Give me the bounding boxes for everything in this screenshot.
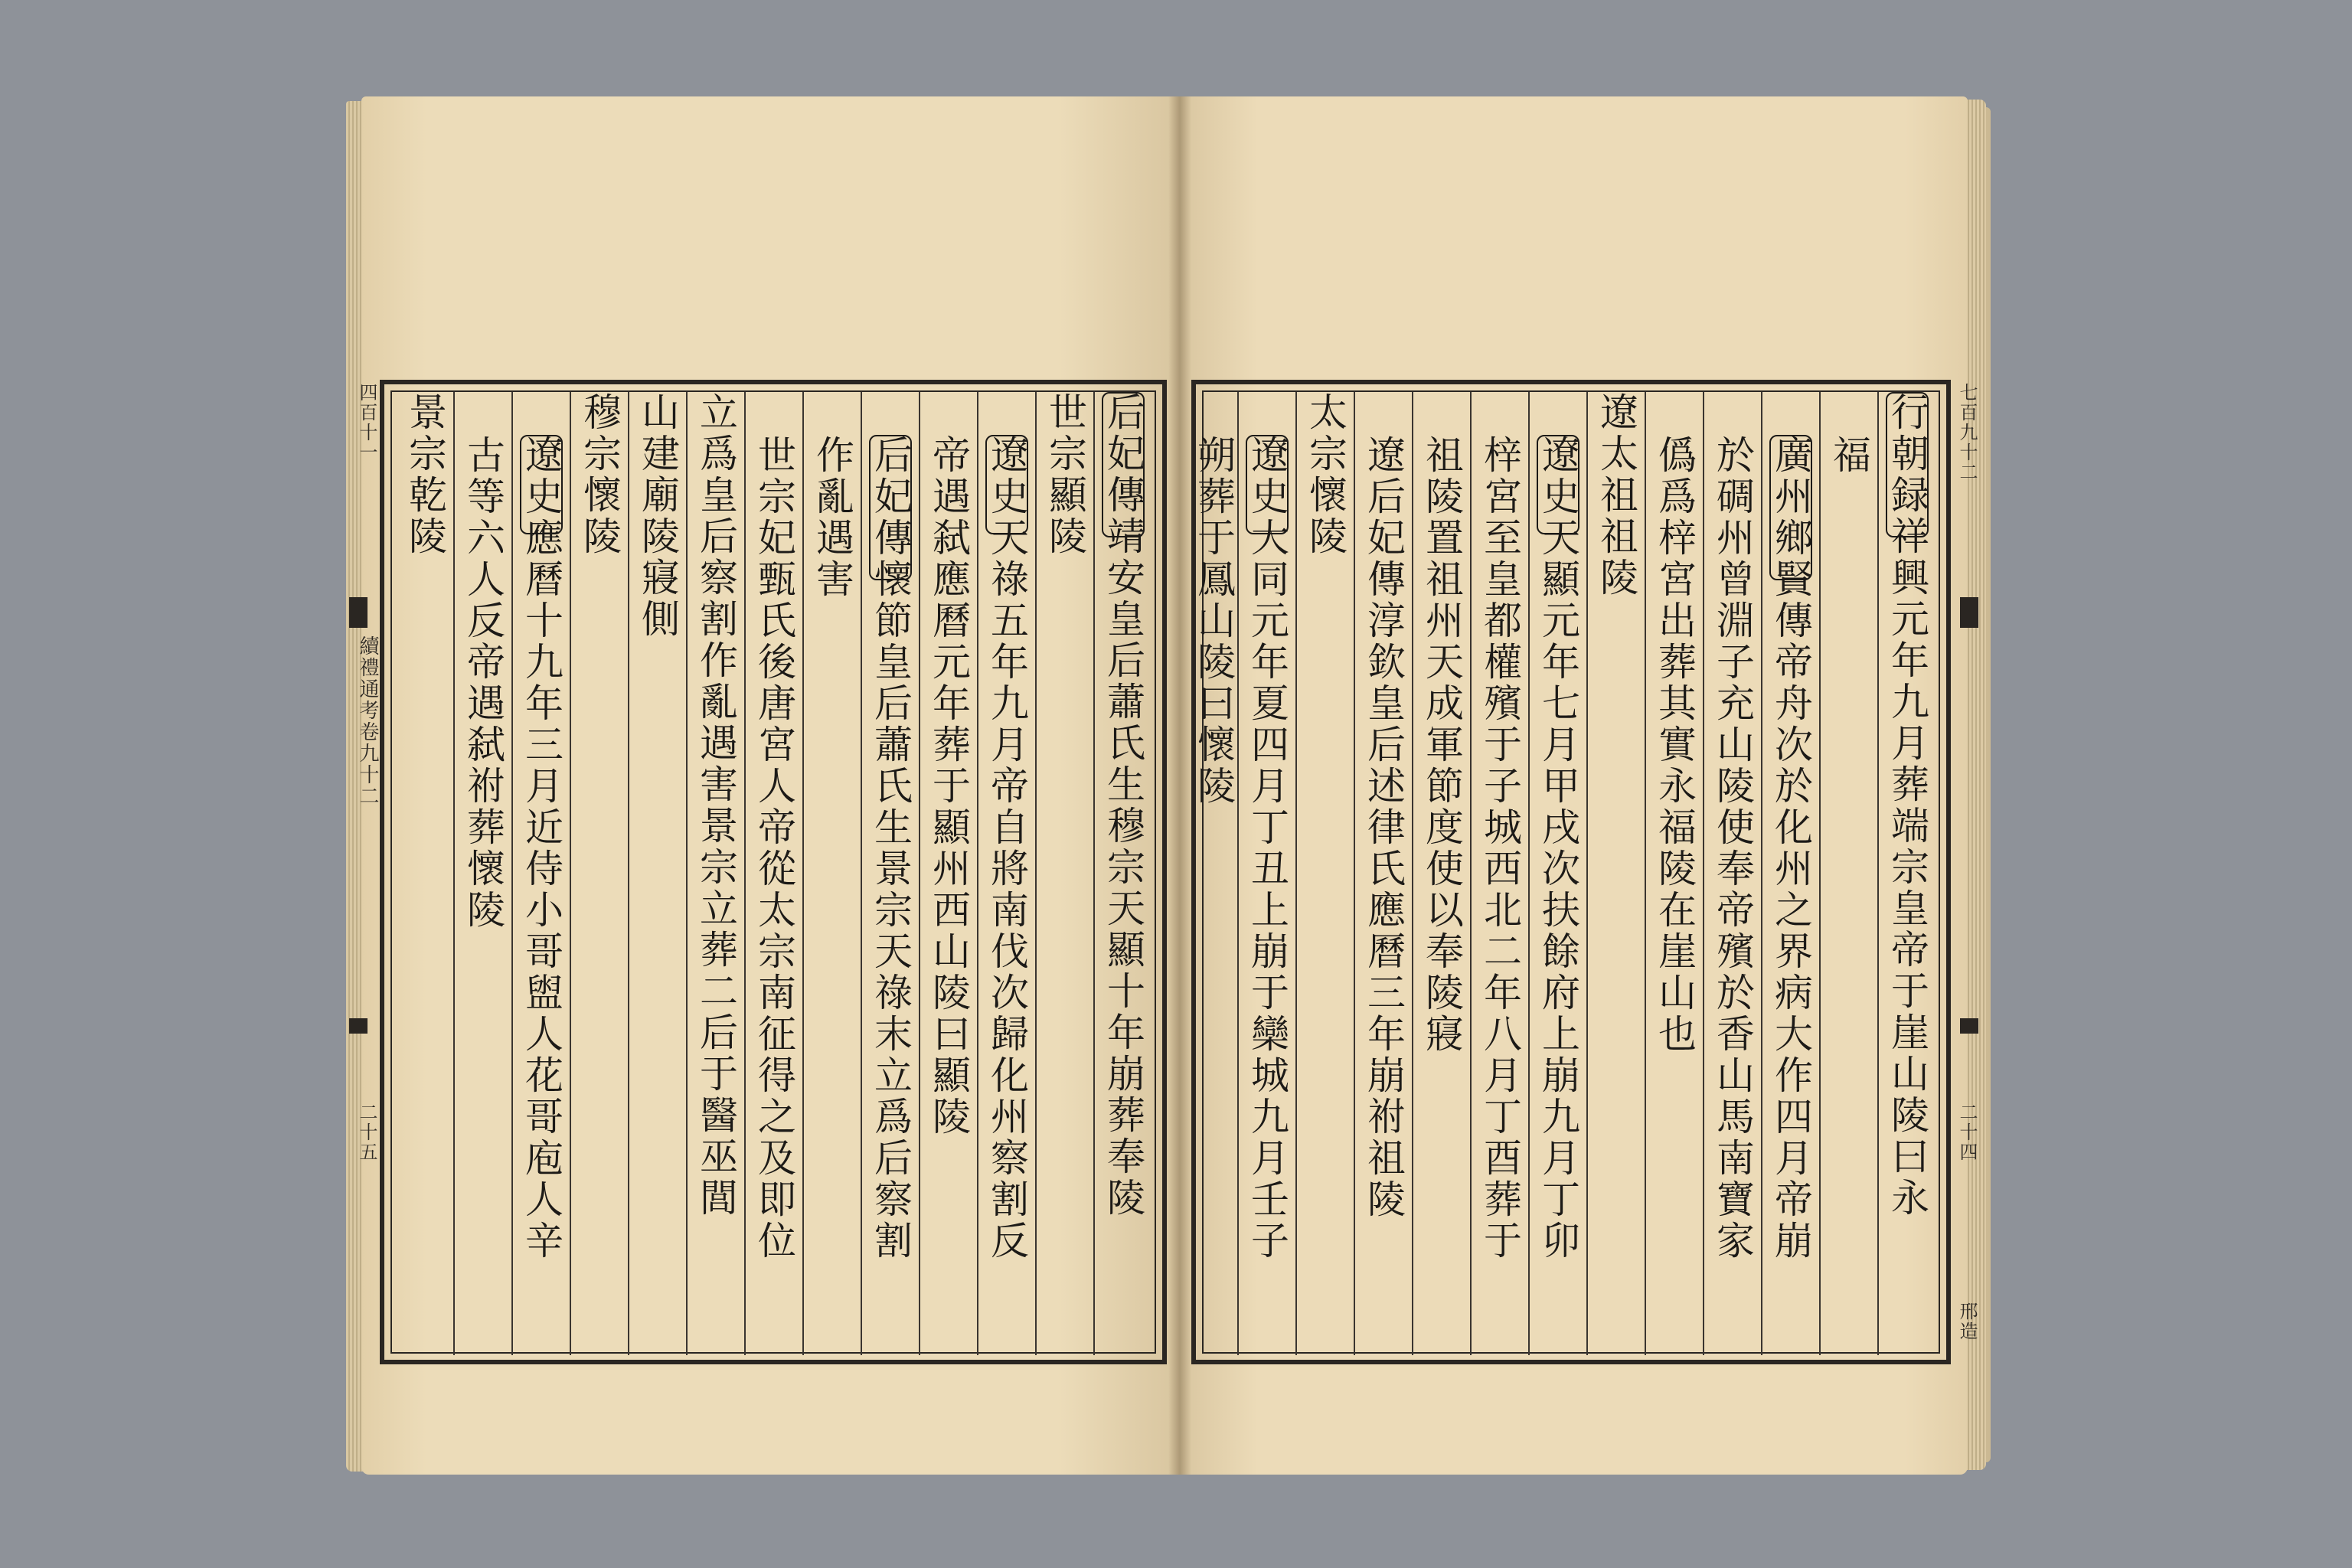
source-tag-box — [1246, 435, 1289, 534]
right-col-7: 遼史天顯元年七月甲戌次扶餘府上崩九月丁卯 — [1536, 435, 1580, 1262]
column-rule — [1093, 392, 1095, 1355]
right-col-10: 遼后妃傳淳欽皇后述律氏應曆三年崩祔祖陵 — [1361, 435, 1406, 1220]
right-col-9: 祖陵置祖州天成軍節度使以奉陵寢 — [1419, 435, 1464, 1055]
source-tag-box — [1102, 392, 1145, 537]
right-col-4: 於碉州曾淵子充山陵使奉帝殯於香山馬南寶家 — [1710, 435, 1755, 1262]
column-rule — [1470, 392, 1472, 1355]
column-rule — [1035, 392, 1037, 1355]
left-col-12: 古等六人反帝遇弑祔葬懷陵 — [461, 435, 505, 931]
column-rule — [919, 392, 920, 1355]
right-col-13: 朔葬于鳳山陵曰懷陵 — [1191, 435, 1236, 807]
left-col-6: 作亂遇害 — [810, 435, 854, 600]
column-rule — [977, 392, 978, 1355]
right-col-8: 梓宮至皇都權殯于子城西北二年八月丁酉葬于 — [1478, 435, 1522, 1262]
source-tag-box — [1537, 435, 1579, 534]
margin-ornament — [1960, 597, 1978, 628]
left-col-13: 景宗乾陵 — [403, 392, 447, 557]
right-margin-folio: 二十四 — [1956, 1102, 1978, 1162]
left-col-9: 山建廟陵寢側 — [635, 392, 680, 640]
column-rule — [453, 392, 455, 1355]
source-tag-box — [520, 435, 563, 534]
column-rule — [1819, 392, 1821, 1355]
margin-ornament — [349, 1018, 368, 1034]
left-col-11: 遼史應曆十九年三月近侍小哥盥人花哥庖人辛 — [519, 435, 564, 1262]
right-col-1: 行朝録祥興元年九月葬端宗皇帝于崖山陵曰永 — [1885, 392, 1929, 1219]
right-margin-bottom: 邢造 — [1956, 1302, 1978, 1341]
source-tag-box — [869, 435, 912, 580]
right-col-6: 遼太祖祖陵 — [1594, 392, 1638, 599]
column-rule — [1237, 392, 1239, 1355]
column-rule — [1412, 392, 1413, 1355]
left-margin-title: 續禮通考卷九十二 — [356, 635, 379, 807]
source-tag-box — [1769, 435, 1812, 580]
left-col-2: 世宗顯陵 — [1043, 392, 1087, 557]
column-rule — [1645, 392, 1646, 1355]
book-gutter — [1168, 96, 1191, 1475]
left-col-4: 帝遇弑應曆元年葬于顯州西山陵曰顯陵 — [926, 435, 971, 1138]
right-col-3: 廣州鄉賢傳帝舟次於化州之界病大作四月帝崩 — [1769, 435, 1813, 1262]
left-margin-folio: 二十五 — [356, 1102, 377, 1162]
column-rule — [1761, 392, 1762, 1355]
right-margin-top: 七百九十二 — [1956, 383, 1978, 482]
column-rule — [1528, 392, 1530, 1355]
column-rule — [511, 392, 513, 1355]
column-rule — [744, 392, 746, 1355]
left-col-1: 后妃傳靖安皇后蕭氏生穆宗天顯十年崩葬奉陵 — [1101, 392, 1145, 1219]
source-tag-box — [985, 435, 1028, 534]
left-col-7: 世宗妃甄氏後唐宮人帝從太宗南征得之及即位 — [752, 435, 796, 1262]
margin-ornament — [349, 597, 368, 628]
column-rule — [628, 392, 629, 1355]
column-rule — [1703, 392, 1704, 1355]
right-col-11: 太宗懷陵 — [1303, 392, 1348, 557]
source-tag-box — [1886, 392, 1929, 537]
right-col-5: 僞爲梓宮出葬其實永福陵在崖山也 — [1652, 435, 1697, 1055]
left-col-8: 立爲皇后察割作亂遇害景宗立葬二后于醫巫閭 — [694, 392, 738, 1219]
left-margin-top: 四百十一 — [356, 383, 377, 462]
column-rule — [1877, 392, 1879, 1355]
right-col-12: 遼史大同元年夏四月丁丑上崩于欒城九月壬子 — [1245, 435, 1289, 1262]
column-rule — [1295, 392, 1297, 1355]
column-rule — [1354, 392, 1355, 1355]
margin-ornament — [1960, 1018, 1978, 1034]
column-rule — [686, 392, 688, 1355]
column-rule — [861, 392, 862, 1355]
left-col-5: 后妃傳懷節皇后蕭氏生景宗天祿末立爲后察割 — [868, 435, 913, 1262]
column-rule — [802, 392, 804, 1355]
left-col-10: 穆宗懷陵 — [577, 392, 622, 557]
left-col-3: 遼史天祿五年九月帝自將南伐次歸化州察割反 — [985, 435, 1029, 1262]
column-rule — [1586, 392, 1588, 1355]
column-rule — [570, 392, 571, 1355]
right-col-2: 福 — [1827, 435, 1871, 476]
